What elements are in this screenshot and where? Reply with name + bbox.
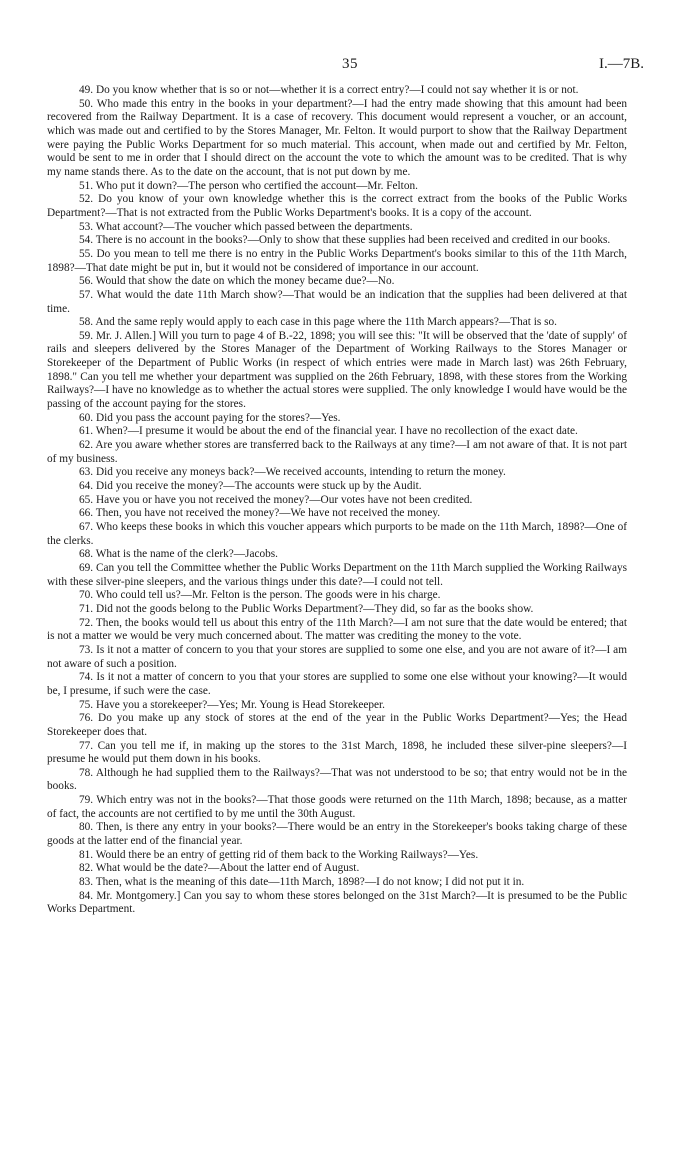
paragraph-q61: 61. When?—I presume it would be about the end of the financial year. I have no recollection of the exact date. xyxy=(79,425,578,438)
paragraph-q78: 78. Although he had supplied them to the Railways?—That was not understood to be so; that entry would not be in the books. xyxy=(47,766,627,793)
paragraph-q81: 81. Would there be an entry of getting rid of them back to the Working Railways?—Yes. xyxy=(79,848,479,861)
paragraph-q51: 51. Who put it down?—The person who certified the account—Mr. Felton. xyxy=(79,179,418,192)
paragraph-q50: 50. Who made this entry in the books in your department?—I had the entry made showing that this amount had been recovered from the Railway Department. It is a case of recovery. This document would represent a voucher, or an account, which was made out and certified to by the Stores Manager, Mr. Felton. It would purport to show that the Railway Department were paying the Public Works Department for so much material. This account, when made out and certified by Mr. Felton, would be sent to me in order that I should direct on the account the vote to which the amount was to be credited. That is why my name stands there. As to the date on the account, that is not put down by me. xyxy=(47,97,627,178)
paragraph-q84: 84. Mr. Montgomery.] Can you say to whom these stores belonged on the 31st March?—It is presumed to be the Public Works Department. xyxy=(47,889,627,916)
paragraph-q83: 83. Then, what is the meaning of this date—11th March, 1898?—I do not know; I did not put it in. xyxy=(79,876,525,889)
paragraph-q66: 66. Then, you have not received the money?—We have not received the money. xyxy=(79,507,441,520)
document-reference: I.—7B. xyxy=(599,56,644,72)
paragraph-q56: 56. Would that show the date on which the money became due?—No. xyxy=(79,275,395,288)
paragraph-q52: 52. Do you know of your own knowledge whether this is the correct extract from the books of the Public Works Department?—That is not extracted from the Public Works Department's books. It is a copy of the account. xyxy=(47,193,627,219)
paragraph-q75: 75. Have you a storekeeper?—Yes; Mr. Young is Head Storekeeper. xyxy=(79,698,386,711)
paragraph-q70: 70. Who could tell us?—Mr. Felton is the person. The goods were in his charge. xyxy=(79,589,441,602)
paragraph-q74: 74. Is it not a matter of concern to you that your stores are supplied to some one else without your knowing?—It would be, I presume, if such were the case. xyxy=(47,671,627,697)
paragraph-q71: 71. Did not the goods belong to the Public Works Department?—They did, so far as the books show. xyxy=(79,602,534,615)
paragraph-q82: 82. What would be the date?—About the latter end of August. xyxy=(79,862,360,875)
paragraph-q60: 60. Did you pass the account paying for the stores?—Yes. xyxy=(79,411,341,424)
paragraph-q69: 69. Can you tell the Committee whether the Public Works Department on the 11th March supplied the Working Railways with these silver-pine sleepers, and the various things under this date?—I could not tell. xyxy=(47,561,627,588)
paragraph-q67: 67. Who keeps these books in which this voucher appears which purports to be made on the 11th March, 1898?—One of the clerks. xyxy=(47,521,627,547)
paragraph-q63: 63. Did you receive any moneys back?—We received accounts, intending to return the money. xyxy=(79,466,506,479)
paragraph-q80: 80. Then, is there any entry in your books?—There would be an entry in the Storekeeper's books taking charge of these goods at the latter end of the financial year. xyxy=(47,821,627,848)
paragraph-q53: 53. What account?—The voucher which passed between the departments. xyxy=(79,220,413,233)
paragraph-q62: 62. Are you aware whether stores are transferred back to the Railways at any time?—I am not aware of that. It is not part of my business. xyxy=(47,439,627,465)
paragraph-q55: 55. Do you mean to tell me there is no entry in the Public Works Department's books similar to this of the 11th March, 1898?—That date might be put in, but it would not be considered of importance in our account. xyxy=(47,247,627,274)
evidence-text xyxy=(47,84,627,917)
paragraph-q73: 73. Is it not a matter of concern to you that your stores are supplied to some one else, and you are not aware of it?—I am not aware of such a position. xyxy=(47,643,627,670)
paragraph-q79: 79. Which entry was not in the books?—That those goods were returned on the 11th March, 1898; because, as a matter of fact, the accounts are not certified to by me until the 30th August. xyxy=(47,794,627,820)
paragraph-q57: 57. What would the date 11th March show?—That would be an indication that the supplies had been delivered at that time. xyxy=(47,288,627,315)
paragraph-q77: 77. Can you tell me if, in making up the stores to the 31st March, 1898, he included these silver-pine sleepers?—I presume he would put them down in his books. xyxy=(47,739,627,766)
paragraph-q72: 72. Then, the books would tell us about this entry of the 11th March?—I am not sure that the date would be entered; that is not a matter we would be very much concerned about. The matter was crediting the money to the vote. xyxy=(47,616,627,643)
paragraph-q76: 76. Do you make up any stock of stores at the end of the year in the Public Works Department?—Yes; the Head Storekeeper does that. xyxy=(47,712,627,738)
paragraph-q65: 65. Have you or have you not received the money?—Our votes have not been credited. xyxy=(79,493,473,506)
paragraph-q58: 58. And the same reply would apply to each case in this page where the 11th March appears?—That is so. xyxy=(79,316,557,329)
paragraph-q49: 49. Do you know whether that is so or not—whether it is a correct entry?—I could not say whether it is or not. xyxy=(79,84,579,96)
paragraph-q59: 59. Mr. J. Allen.] Will you turn to page 4 of B.-22, 1898; you will see this: "It will be observed that the 'date of supply' of rails and sleepers delivered by the Stores Manager of the Department of Working Railways to the Stores Manager or Storekeeper of the Department of Public Works (in respect of which entries were made in March last) was 26th February, 1898." Can you tell me whether your department was supplied on the 26th February, 1898, with these stores from the Working Railways?—I have no knowledge as to whether the actual stores were supplied. The only knowledge I would have would be the passing of the account paying for the stores. xyxy=(47,329,627,411)
page-number: 35 xyxy=(342,56,358,72)
paragraph-q54: 54. There is no account in the books?—Only to show that these supplies had been received and credited in our books. xyxy=(79,234,611,247)
paragraph-q64: 64. Did you receive the money?—The accounts were stuck up by the Audit. xyxy=(79,480,422,493)
paragraph-q68: 68. What is the name of the clerk?—Jacobs. xyxy=(79,548,278,561)
